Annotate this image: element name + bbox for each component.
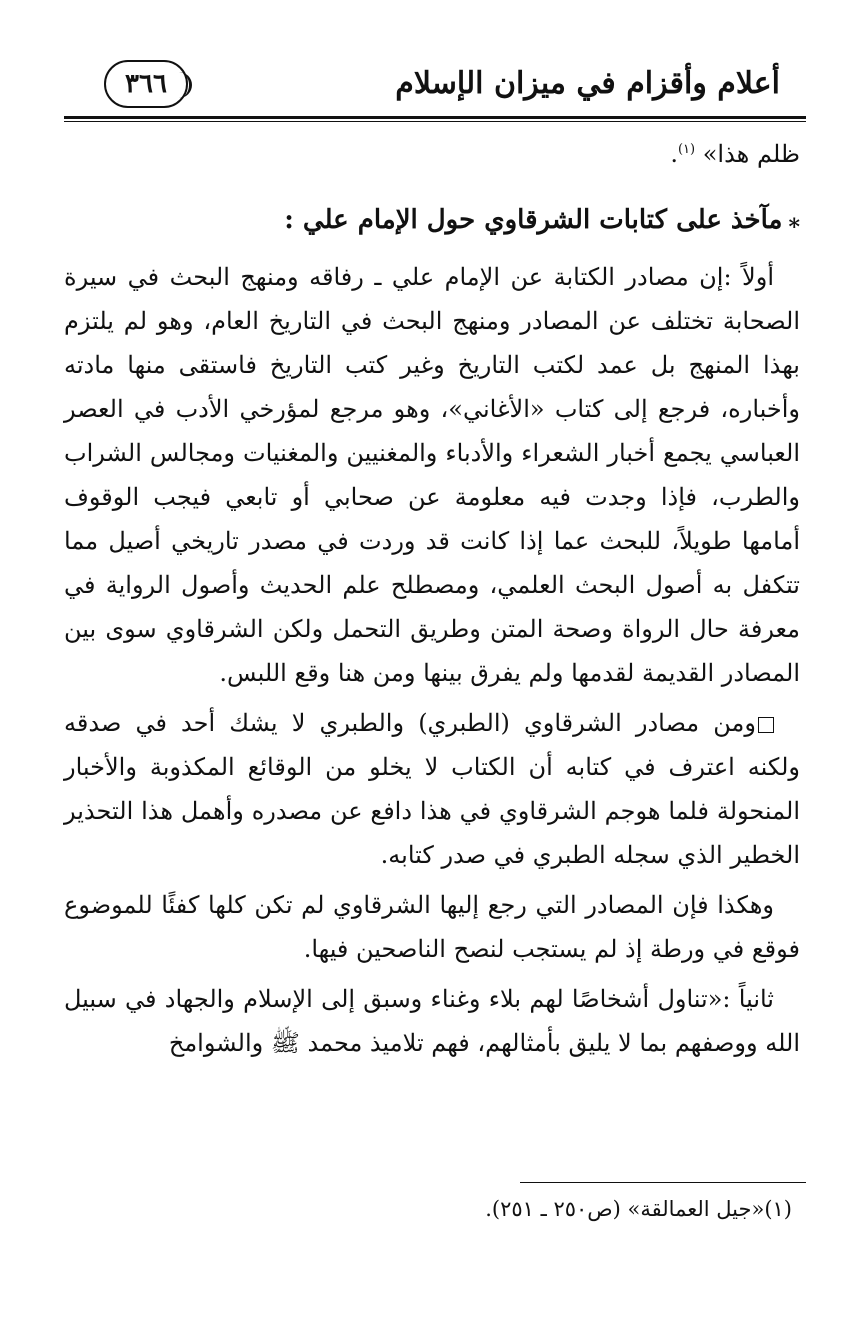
continuation-end: . (670, 140, 678, 168)
paragraph-4: ثانياً :«تناول أشخاصًا لهم بلاء وغناء وسبق إلى الإسلام والجهاد في سبيل الله ووصفهم بما لا يليق بأمثالهم، فهم تلاميذ محمد ﷺ والشوامخ (64, 985, 800, 1057)
continuation-text: ظلم هذا» (702, 140, 800, 168)
footnote-divider (520, 1182, 806, 1183)
section-heading-text: مآخذ على كتابات الشرقاوي حول الإمام علي : (284, 205, 783, 235)
running-title: أعلام وأقزام في ميزان الإسلام (395, 66, 780, 101)
body-text (64, 132, 806, 1065)
page-number: ٣٦٦ (125, 69, 167, 99)
header-rule (64, 116, 806, 119)
section-heading (64, 194, 800, 247)
paragraph-3: وهكذا فإن المصادر التي رجع إليها الشرقاوي لم تكن كلها كفئًا للموضوع فوقع في ورطة إذ لم يستجب لنصح الناصحين فيها. (64, 891, 800, 963)
square-bullet-icon (758, 717, 774, 733)
footnote: (١)«جيل العمالقة» (ص٢٥٠ ـ ٢٥١). (485, 1197, 792, 1221)
page-number-badge (104, 60, 188, 108)
paragraph-2 (64, 701, 800, 877)
footnote-ref: (١) (677, 142, 696, 157)
star-icon: ⁎ (788, 208, 800, 234)
continuation-line (64, 132, 800, 176)
paragraph-1: أولاً :إن مصادر الكتابة عن الإمام علي ـ رفاقه ومنهج البحث في سيرة الصحابة تختلف عن المصادر ومنهج البحث في التاريخ العام، وهو لم يلتزم بهذا المنهج بل عمد لكتب التاريخ وغير كتب التاريخ فاستقى منها مادته وأخباره، فرجع إلى كتاب «الأغاني»، وهو مرجع لمؤرخي الأدب في العصر العباسي يجمع أخبار الشعراء والأدباء والمغنيين والمغنيات ومجالس الشراب والطرب، فإذا وجدت فيه معلومة عن صحابي أو تابعي فيجب الوقوف أمامها طويلاً، للبحث عما إذا كانت قد وردت في مصدر تاريخي أصيل مما تتكفل به أصول البحث العلمي، ومصطلح علم الحديث وأصول الرواية في معرفة حال الرواة وصحة المتن وطريق التحمل ولكن الشرقاوي سوى بين المصادر القديمة لقدمها ولم يفرق بينها ومن هنا وقع اللبس. (64, 263, 800, 687)
paragraph-2-text: ومن مصادر الشرقاوي (الطبري) والطبري لا يشك أحد في صدقه ولكنه اعترف في كتابه أن الكتاب لا يخلو من الوقائع المكذوبة والأخبار المنحولة فلما هوجم الشرقاوي في هذا دافع عن مصدره وأهمل هذا التحذير الخطير الذي سجله الطبري في صدر كتابه. (64, 709, 800, 869)
book-page (64, 44, 806, 1294)
page-header (64, 44, 806, 118)
